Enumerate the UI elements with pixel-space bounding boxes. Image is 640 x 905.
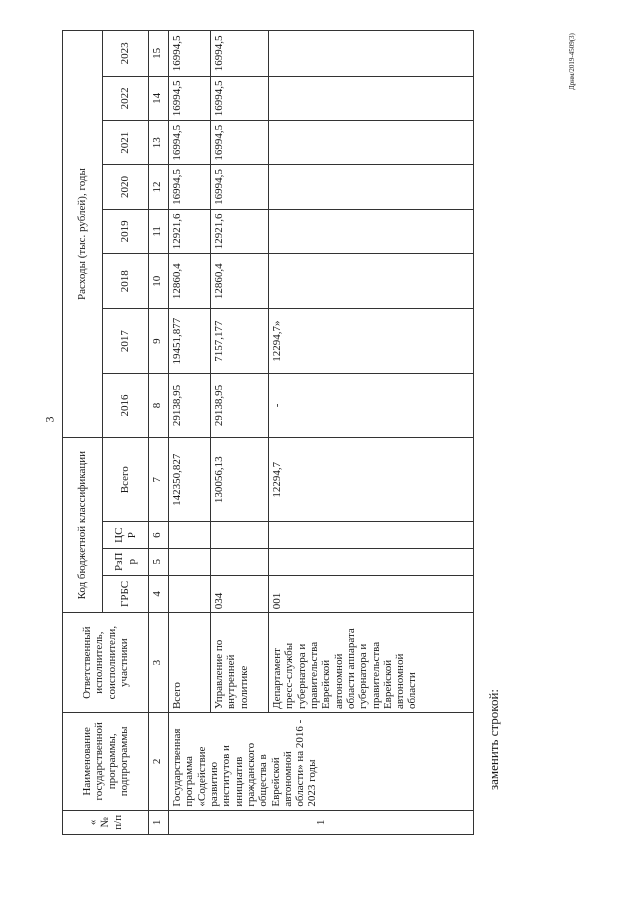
csr xyxy=(211,522,269,549)
header-expenses: Расходы (тыс. рублей), годы xyxy=(63,31,103,438)
rzpr xyxy=(169,548,211,575)
year-value: 29138,95 xyxy=(169,373,211,437)
header-grbs: ГРБС xyxy=(103,575,149,613)
year-value xyxy=(269,31,474,77)
year-value: 29138,95 xyxy=(211,373,269,437)
year-value: 16994,5 xyxy=(211,76,269,120)
csr xyxy=(269,522,474,549)
csr xyxy=(169,522,211,549)
program-name: Государственная программа «Содействие развитию институтов и инициатив гражданского общества в Еврейской автономной области» на 2016 - 2023 годы xyxy=(169,713,474,811)
column-number: 7 xyxy=(149,438,169,522)
budget-table xyxy=(62,30,474,835)
header-num: « № п/п xyxy=(63,810,149,834)
header-budget-code: Код бюджетной классификации xyxy=(63,438,103,613)
page-number: 3 xyxy=(42,416,57,423)
year-value xyxy=(269,209,474,253)
column-number: 13 xyxy=(149,121,169,165)
column-number: 2 xyxy=(149,713,169,811)
grbs: 034 xyxy=(211,575,269,613)
column-number: 5 xyxy=(149,548,169,575)
table-row xyxy=(169,31,211,835)
year-value: 16994,5 xyxy=(169,165,211,209)
rotated-table-container xyxy=(62,30,474,835)
header-csr: ЦСР xyxy=(103,522,149,549)
header-year: 2017 xyxy=(103,309,149,373)
row-number: 1 xyxy=(169,810,474,834)
column-number: 9 xyxy=(149,309,169,373)
grbs xyxy=(169,575,211,613)
responsible: Всего xyxy=(169,613,211,713)
year-value: 12860,4 xyxy=(169,254,211,309)
header-year: 2020 xyxy=(103,165,149,209)
responsible: Управление по внутренней политике xyxy=(211,613,269,713)
column-number: 6 xyxy=(149,522,169,549)
total: 142350,827 xyxy=(169,438,211,522)
rzpr xyxy=(269,548,474,575)
column-number: 14 xyxy=(149,76,169,120)
header-rzpr: РзПр xyxy=(103,548,149,575)
grbs: 001 xyxy=(269,575,474,613)
header-name: Наименование государственной программы, подпрограммы xyxy=(63,713,149,811)
year-value xyxy=(269,76,474,120)
column-number: 10 xyxy=(149,254,169,309)
header-total: Всего xyxy=(103,438,149,522)
year-value: 16994,5 xyxy=(169,121,211,165)
year-value xyxy=(269,254,474,309)
column-number: 4 xyxy=(149,575,169,613)
column-number: 15 xyxy=(149,31,169,77)
column-number: 12 xyxy=(149,165,169,209)
rzpr xyxy=(211,548,269,575)
header-responsible: Ответственный исполнитель, соисполнители, участники xyxy=(63,613,149,713)
year-value: 16994,5 xyxy=(169,31,211,77)
column-number: 8 xyxy=(149,373,169,437)
header-year: 2021 xyxy=(103,121,149,165)
column-number-row xyxy=(149,31,169,835)
replace-caption: заменить строкой: xyxy=(486,688,501,790)
year-value: 12860,4 xyxy=(211,254,269,309)
column-number: 3 xyxy=(149,613,169,713)
total: 12294,7 xyxy=(269,438,474,522)
header-year: 2019 xyxy=(103,209,149,253)
header-year: 2018 xyxy=(103,254,149,309)
year-value: 12921,6 xyxy=(169,209,211,253)
year-value: 16994,5 xyxy=(211,31,269,77)
document-stamp: Дрнм/2019-4509(3) xyxy=(568,33,576,90)
year-value xyxy=(269,121,474,165)
responsible: Департамент пресс-службы губернатора и правительства Еврейской автономной области аппарата губернатора и правительства Еврейской автономной области xyxy=(269,613,474,713)
year-value: 12294,7» xyxy=(269,309,474,373)
year-value: 16994,5 xyxy=(211,165,269,209)
total: 130056,13 xyxy=(211,438,269,522)
year-value: 19451,877 xyxy=(169,309,211,373)
column-number: 1 xyxy=(149,810,169,834)
year-value: 12921,6 xyxy=(211,209,269,253)
year-value: 16994,5 xyxy=(211,121,269,165)
header-year: 2016 xyxy=(103,373,149,437)
year-value: - xyxy=(269,373,474,437)
header-year: 2022 xyxy=(103,76,149,120)
year-value: 16994,5 xyxy=(169,76,211,120)
column-number: 11 xyxy=(149,209,169,253)
year-value xyxy=(269,165,474,209)
header-year: 2023 xyxy=(103,31,149,77)
year-value: 7157,177 xyxy=(211,309,269,373)
